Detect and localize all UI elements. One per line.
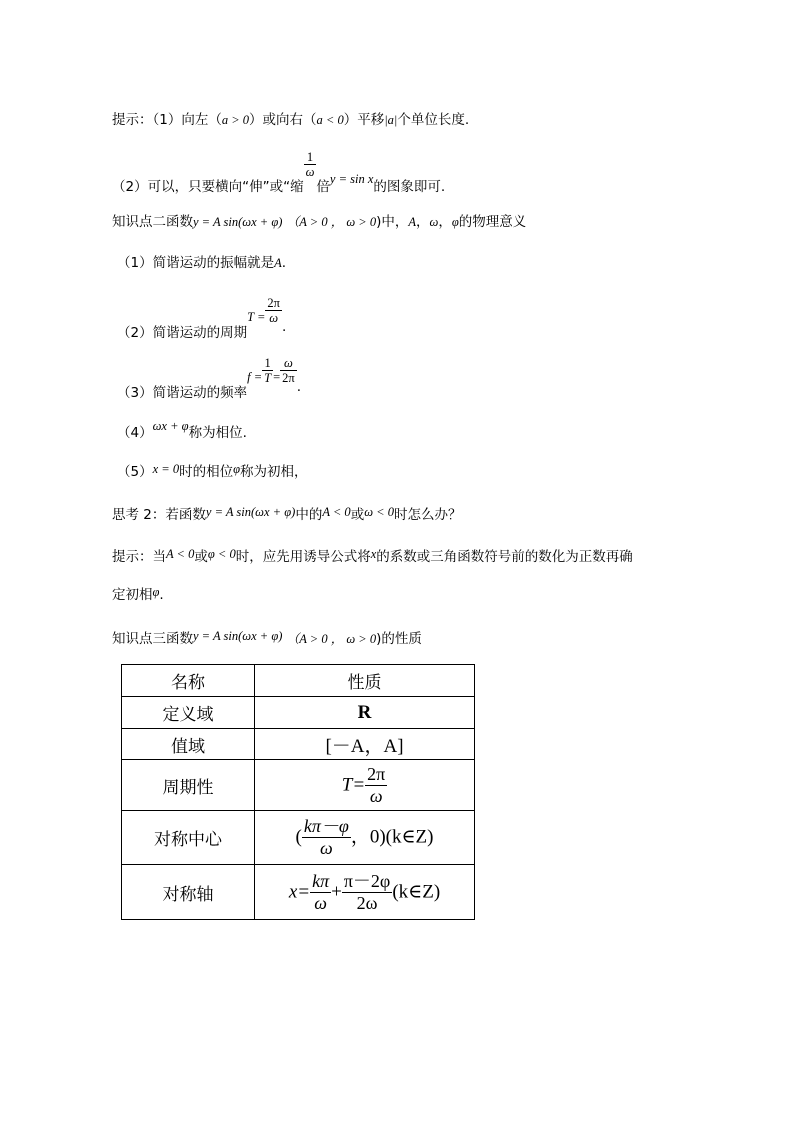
header-name: 名称 bbox=[122, 665, 255, 697]
hint-line-3-cont: 定初相φ. bbox=[112, 585, 164, 603]
fraction-omega-over-2pi: $\frac{\omega}{2\pi}$ bbox=[282, 356, 295, 385]
table-row: 值域 [－A，A] bbox=[122, 729, 475, 760]
knowledge-point-2-heading: 知识点二函数y = A sin(ωx + φ) （A > 0 ， ω > 0)中，A，ω，φ的物理意义 bbox=[112, 214, 527, 230]
hint-line-3: 提示：当A < 0或φ < 0时，应先用诱导公式将x的系数或三角函数符号前的数化为正数再确 bbox=[112, 547, 633, 565]
table-row: 周期性 T= $\frac{2\pi}{\omega}$ bbox=[122, 760, 475, 811]
center-fraction: $\frac{k\pi-\varphi}{\omega}$ bbox=[303, 816, 349, 858]
range-value: [－A，A] bbox=[325, 735, 404, 757]
period-fraction: $\frac{2\pi}{\omega}$ bbox=[367, 763, 386, 806]
axis-fraction-2: $\frac{\pi-2\varphi}{2\omega}$ bbox=[343, 870, 391, 913]
table-row bbox=[122, 665, 475, 697]
item-initial-phase: （5）x = 0时的相位φ称为初相， bbox=[117, 462, 308, 480]
table-row: 定义域 R bbox=[122, 697, 475, 729]
table-row: 对称轴 x= $\frac{k\pi}{\omega}$ + $\frac{\pi-2\varphi}{2\omega}$ (k∈Z) bbox=[122, 865, 475, 920]
header-property: 性质 bbox=[255, 665, 475, 697]
properties-table bbox=[121, 664, 475, 920]
item-amplitude: （1）简谐运动的振幅就是A. bbox=[117, 255, 287, 271]
equation-y-sin-x: y = sin x bbox=[329, 171, 374, 186]
abs-a: |a| bbox=[384, 113, 398, 127]
hint-line-2: （2）可以，只要横向“伸”或“缩 $\frac{1}{\omega}$ 倍y = sin x的图象即可. bbox=[112, 150, 446, 195]
fraction-2pi-over-omega: $\frac{2\pi}{\omega}$ bbox=[267, 296, 280, 325]
hint-line-1: 提示：（1）向左（a > 0）或向右（a < 0）平移|a|个单位长度. bbox=[112, 112, 470, 128]
table-row: 对称中心 ( $\frac{k\pi-\varphi}{\omega}$ ，0)(k∈Z) bbox=[122, 811, 475, 865]
item-period: （2）简谐运动的周期T = $\frac{2\pi}{\omega}$ . bbox=[117, 296, 287, 341]
fraction-one-over-omega: $\frac{1}{\omega}$ bbox=[305, 150, 315, 179]
domain-value: R bbox=[357, 701, 372, 723]
knowledge-point-3-heading: 知识点三函数y = A sin(ωx + φ) （A > 0 ， ω > 0)的性质 bbox=[112, 629, 422, 647]
cond-a-negative: a < 0 bbox=[316, 113, 344, 127]
equation-sine-function: y = A sin(ωx + φ) bbox=[193, 215, 283, 229]
item-phase: （4）ωx + φ称为相位. bbox=[117, 419, 247, 441]
fraction-one-over-T: $\frac{1}{T}$ bbox=[264, 356, 272, 385]
item-frequency: （3）简谐运动的频率f = $\frac{1}{T}$ = $\frac{\omega}{2\pi}$ . bbox=[117, 356, 302, 401]
hint-1-lead: 提示：（1）向左（ bbox=[112, 112, 222, 128]
cond-a-positive: a > 0 bbox=[221, 113, 250, 127]
think-question-2: 思考 2：若函数y = A sin(ωx + φ)中的A < 0或ω < 0时怎么办？ bbox=[112, 505, 462, 523]
axis-fraction-1: $\frac{k\pi}{\omega}$ bbox=[312, 870, 330, 913]
